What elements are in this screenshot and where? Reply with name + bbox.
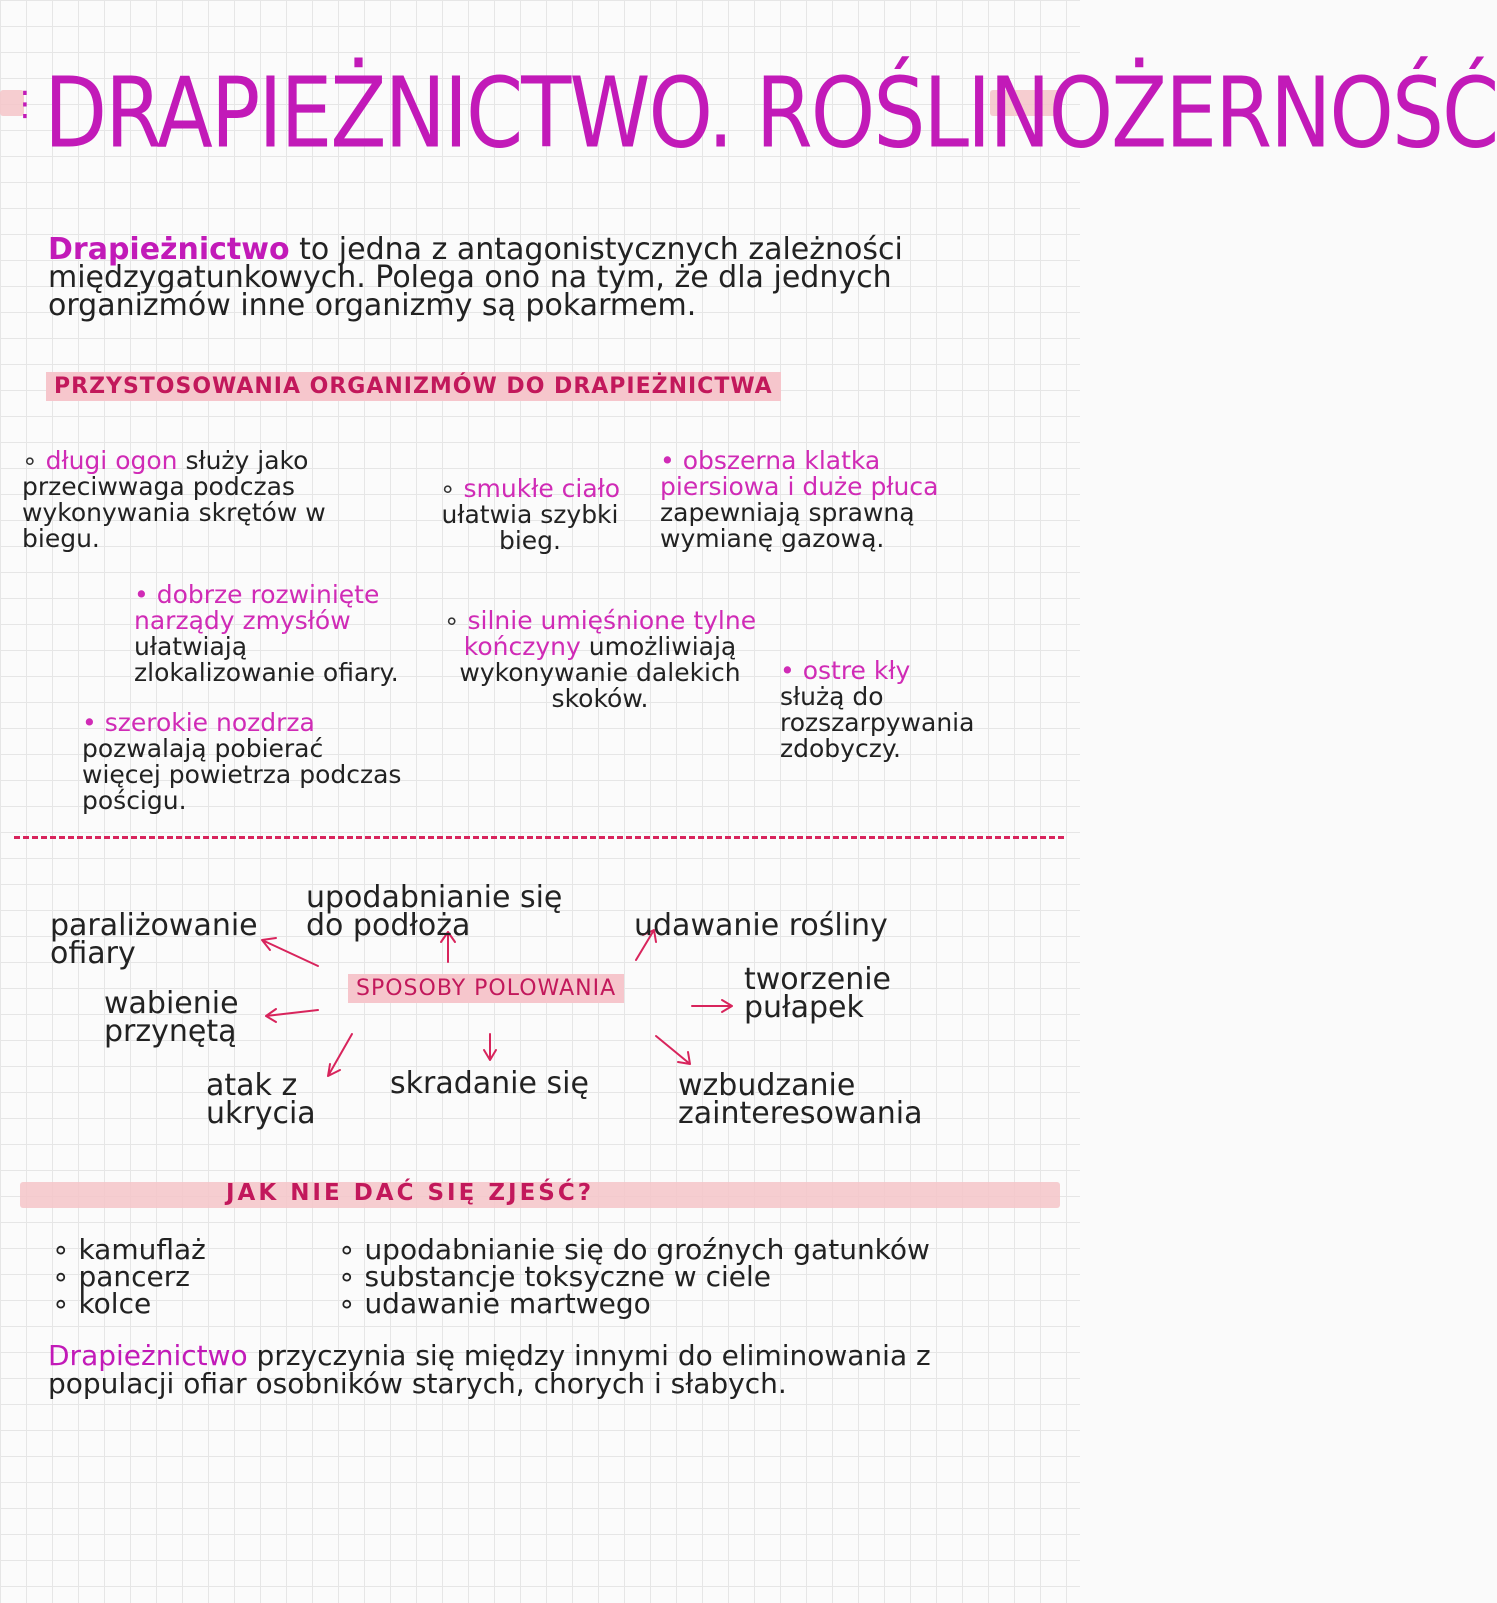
arrow-to-traps <box>692 1000 732 1012</box>
intro-keyword: Drapieżnictwo <box>48 232 290 267</box>
adaptation-feature: ostre kły <box>802 656 911 685</box>
defense-item: kolce <box>78 1287 152 1320</box>
hunting-method: wabienie przynętą <box>104 986 239 1049</box>
arrow-to-interest <box>656 1036 690 1064</box>
list-item <box>338 1260 1028 1293</box>
list-item <box>52 1287 332 1320</box>
conclusion-keyword: Drapieżnictwo <box>48 1339 248 1372</box>
bullet-icon: ∘ <box>338 1260 365 1293</box>
arrow-to-bait <box>266 1009 318 1022</box>
defense-item: upodabnianie się do groźnych gatunków <box>364 1233 930 1266</box>
hunting-method: tworzenie pułapek <box>744 962 891 1025</box>
page-title: DRAPIEŻNICTWO. ROŚLINOŻERNOŚĆ <box>44 58 1497 171</box>
arrow-to-ambush <box>328 1034 352 1076</box>
list-item <box>338 1287 1028 1320</box>
bullet-icon: • <box>134 580 157 609</box>
adaptations-heading-label: PRZYSTOSOWANIA ORGANIZMÓW DO DRAPIEŻNICTWA <box>46 372 781 401</box>
bullet-icon: ∘ <box>338 1233 365 1266</box>
adaptation-feature: obszerna klatka piersiowa i duże płuca <box>660 446 939 501</box>
adaptation-feature: silnie umięśnione tylne kończyny <box>463 606 757 661</box>
hunting-method: paraliżowanie ofiary <box>50 908 258 971</box>
hunting-method: wzbudzanie zainteresowania <box>678 1068 923 1131</box>
defense-heading: JAK NIE DAĆ SIĘ ZJEŚĆ? <box>226 1180 595 1206</box>
bullet-icon: ∘ <box>52 1287 79 1320</box>
bullet-icon: ∘ <box>439 474 464 503</box>
intro-text: to jedna z antagonistycznych zależności międzygatunkowych. Polega ono na tym, że dla jednych organizmów inne organizmy są pokarmem. <box>48 232 903 323</box>
adaptation-desc: umożliwiają wykonywanie dalekich skoków. <box>459 632 741 713</box>
bullet-icon: ∘ <box>52 1260 79 1293</box>
bullet-icon: • <box>82 708 105 737</box>
hunting-method: atak z ukrycia <box>206 1068 316 1131</box>
defense-item: kamuflaż <box>78 1233 206 1266</box>
adaptation-feature: dobrze rozwinięte narządy zmysłów <box>134 580 380 635</box>
hunting-method: udawanie rośliny <box>634 908 888 943</box>
bullet-icon: • <box>660 446 683 475</box>
bullet-icon: ∘ <box>338 1287 365 1320</box>
bullet-icon: ∘ <box>22 446 46 475</box>
bullet-icon: • <box>780 656 803 685</box>
adaptation-desc: ułatwiają zlokalizowanie ofiary. <box>134 632 399 687</box>
adaptation-desc: służą do rozszarpywania zdobyczy. <box>780 682 975 763</box>
title-sparkle-left-icon: ⋮ <box>8 84 42 124</box>
list-item <box>52 1233 332 1266</box>
adaptation-desc: zapewniają sprawną wymianę gazową. <box>660 498 915 553</box>
conclusion-paragraph <box>48 1339 1048 1400</box>
defense-list-right <box>338 1233 1028 1320</box>
adaptation-desc: ułatwia szybki bieg. <box>441 500 619 555</box>
list-item <box>338 1233 1028 1266</box>
list-item <box>52 1260 332 1293</box>
arrow-to-stalking <box>484 1034 496 1060</box>
hunting-method: skradanie się <box>390 1066 589 1101</box>
bullet-icon: ∘ <box>443 606 468 635</box>
defense-item: udawanie martwego <box>364 1287 651 1320</box>
adaptation-desc: służy jako przeciwwaga podczas wykonywania skrętów w biegu. <box>22 446 326 553</box>
adaptation-feature: smukłe ciało <box>463 474 621 503</box>
adaptation-feature: długi ogon <box>45 446 178 475</box>
hunting-center <box>348 974 624 1003</box>
conclusion-text: przyczynia się między innymi do eliminowania z populacji ofiar osobników starych, chorych i słabych. <box>48 1339 931 1400</box>
hunting-center-label: SPOSOBY POLOWANIA <box>348 974 624 1003</box>
hunting-method: upodabnianie się do podłoża <box>306 880 563 943</box>
defense-item: substancje toksyczne w ciele <box>364 1260 771 1293</box>
bullet-icon: ∘ <box>52 1233 79 1266</box>
defense-item: pancerz <box>78 1260 190 1293</box>
adaptation-desc: pozwalają pobierać więcej powietrza podczas pościgu. <box>82 734 402 815</box>
defense-list-left <box>52 1233 332 1320</box>
adaptation-feature: szerokie nozdrza <box>104 708 315 737</box>
